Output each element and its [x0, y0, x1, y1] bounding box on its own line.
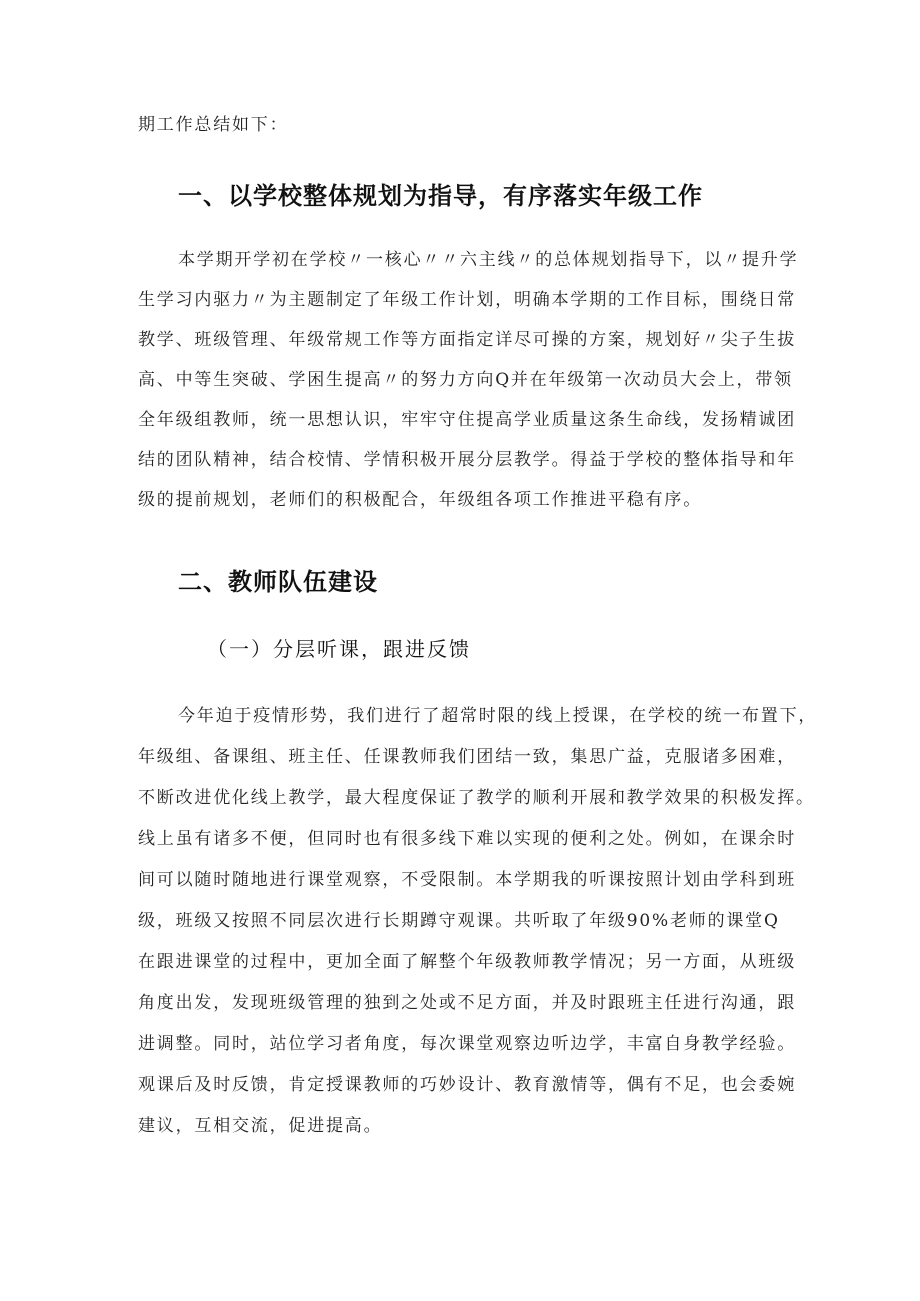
- paragraph-line: 级，班级又按照不同层次进行长期蹲守观课。共听取了年级90%老师的课堂Q: [138, 911, 780, 931]
- paragraph-line: 在跟进课堂的过程中，更加全面了解整个年级教师教学情况；另一方面，从班级: [138, 952, 796, 972]
- paragraph-line: 生学习内驱力〃为主题制定了年级工作计划，明确本学期的工作目标，围绕日常: [138, 290, 796, 310]
- paragraph-line: 今年迫于疫情形势，我们进行了超常时限的线上授课，在学校的统一布置下，: [178, 706, 818, 726]
- paragraph-line: 线上虽有诸多不便，但同时也有很多线下难以实现的便利之处。例如，在课余时: [138, 829, 796, 849]
- section-2-heading: 二、教师队伍建设: [178, 568, 378, 596]
- paragraph-line: 进调整。同时，站位学习者角度，每次课堂观察边听边学，丰富自身教学经验。: [138, 1034, 796, 1054]
- paragraph-line: 教学、班级管理、年级常规工作等方面指定详尽可操的方案，规划好〃尖子生拔: [138, 330, 796, 350]
- paragraph-line: 高、中等生突破、学困生提高〃的努力方向Q并在年级第一次动员大会上，带领: [138, 370, 793, 390]
- paragraph-line: 建议，互相交流，促进提高。: [138, 1116, 383, 1136]
- paragraph-line: 全年级组教师，统一思想认识，牢牢守住提高学业质量这条生命线，发扬精诚团: [138, 410, 796, 430]
- paragraph-line: 年级组、备课组、班主任、任课教师我们团结一致，集思广益，克服诸多困难，: [138, 747, 796, 767]
- paragraph-line: 不断改进优化线上教学，最大程度保证了教学的顺利开展和教学效果的积极发挥。: [138, 788, 815, 808]
- paragraph-line: 观课后及时反馈，肯定授课教师的巧妙设计、教育激情等，偶有不足，也会委婉: [138, 1075, 796, 1095]
- paragraph-line: 角度出发，发现班级管理的独到之处或不足方面，并及时跟班主任进行沟通，跟: [138, 993, 796, 1013]
- paragraph-line: 级的提前规划，老师们的积极配合，年级组各项工作推进平稳有序。: [138, 490, 702, 510]
- subsection-1-heading: （一）分层听课，跟进反馈: [207, 637, 471, 661]
- section-1-heading: 一、以学校整体规划为指导，有序落实年级工作: [178, 182, 703, 210]
- intro-line: 期工作总结如下：: [138, 115, 289, 135]
- paragraph-line: 结的团队精神，结合校情、学情积极开展分层教学。得益于学校的整体指导和年: [138, 450, 796, 470]
- paragraph-line: 间可以随时随地进行课堂观察，不受限制。本学期我的听课按照计划由学科到班: [138, 870, 796, 890]
- paragraph-line: 本学期开学初在学校〃一核心〃〃六主线〃的总体规划指导下，以〃提升学: [178, 250, 799, 270]
